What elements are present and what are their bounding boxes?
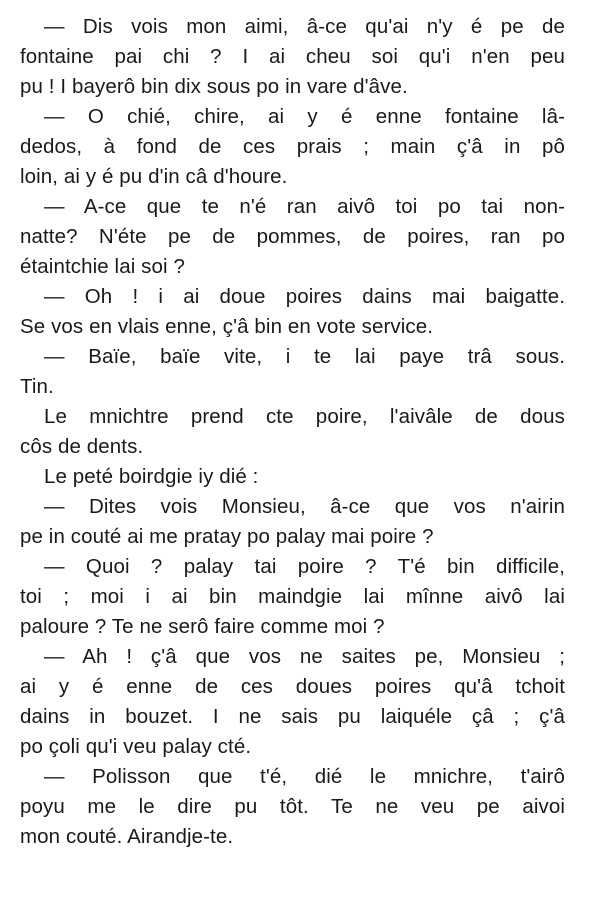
text-line: — A-ce que te n'é ran aivô toi po tai non- <box>44 195 565 218</box>
text-line: pu ! I bayerô bin dix sous po in vare d'âve. <box>20 75 408 98</box>
text-line: Le mnichtre prend cte poire, l'aivâle de dous <box>44 405 565 428</box>
text-line: côs de dents. <box>20 435 144 458</box>
paragraph <box>20 492 565 552</box>
text-line: toi ; moi i ai bin maindgie lai mînne aivô lai <box>20 585 565 608</box>
paragraph <box>20 462 565 492</box>
text-line: pe in couté ai me pratay po palay mai poire ? <box>20 525 434 548</box>
text-line: Tin. <box>20 375 54 398</box>
paragraph <box>20 102 565 192</box>
text-line: — Baïe, baïe vite, i te lai paye trâ sous. <box>44 345 565 368</box>
paragraph <box>20 762 565 852</box>
paragraph <box>20 192 565 282</box>
paragraph <box>20 402 565 462</box>
text-line: Le peté boirdgie iy dié : <box>44 465 259 488</box>
text-line: po çoli qu'i veu palay cté. <box>20 735 252 758</box>
text-line: — Quoi ? palay tai poire ? T'é bin difficile, <box>44 555 565 578</box>
text-line: loin, ai y é pu d'in câ d'houre. <box>20 165 288 188</box>
text-line: — Oh ! i ai doue poires dains mai baigatte. <box>44 285 565 308</box>
text-line: — Ah ! ç'â que vos ne saites pe, Monsieu ; <box>44 645 565 668</box>
text-line: dains in bouzet. I ne sais pu laiquéle çâ ; ç'â <box>20 705 565 728</box>
text-line: — Dites vois Monsieu, â-ce que vos n'airin <box>44 495 565 518</box>
text-line: mon couté. Airandje-te. <box>20 825 234 848</box>
text-line: paloure ? Te ne serô faire comme moi ? <box>20 615 385 638</box>
paragraph <box>20 12 565 102</box>
paragraph <box>20 342 565 402</box>
text-line: natte? N'éte pe de pommes, de poires, ran po <box>20 225 565 248</box>
paragraph <box>20 552 565 642</box>
text-line: ai y é enne de ces doues poires qu'â tchoit <box>20 675 565 698</box>
paragraph <box>20 282 565 342</box>
paragraph <box>20 642 565 762</box>
text-line: poyu me le dire pu tôt. Te ne veu pe aivoi <box>20 795 565 818</box>
text-line: dedos, à fond de ces prais ; main ç'â in pô <box>20 135 565 158</box>
text-line: — O chié, chire, ai y é enne fontaine lâ- <box>44 105 565 128</box>
text-line: étaintchie lai soi ? <box>20 255 185 278</box>
text-line: — Dis vois mon aimi, â-ce qu'ai n'y é pe de <box>44 15 565 38</box>
text-line: fontaine pai chi ? I ai cheu soi qu'i n'en peu <box>20 45 565 68</box>
text-line: — Polisson que t'é, dié le mnichre, t'airô <box>44 765 565 788</box>
text-line: Se vos en vlais enne, ç'â bin en vote service. <box>20 315 434 338</box>
